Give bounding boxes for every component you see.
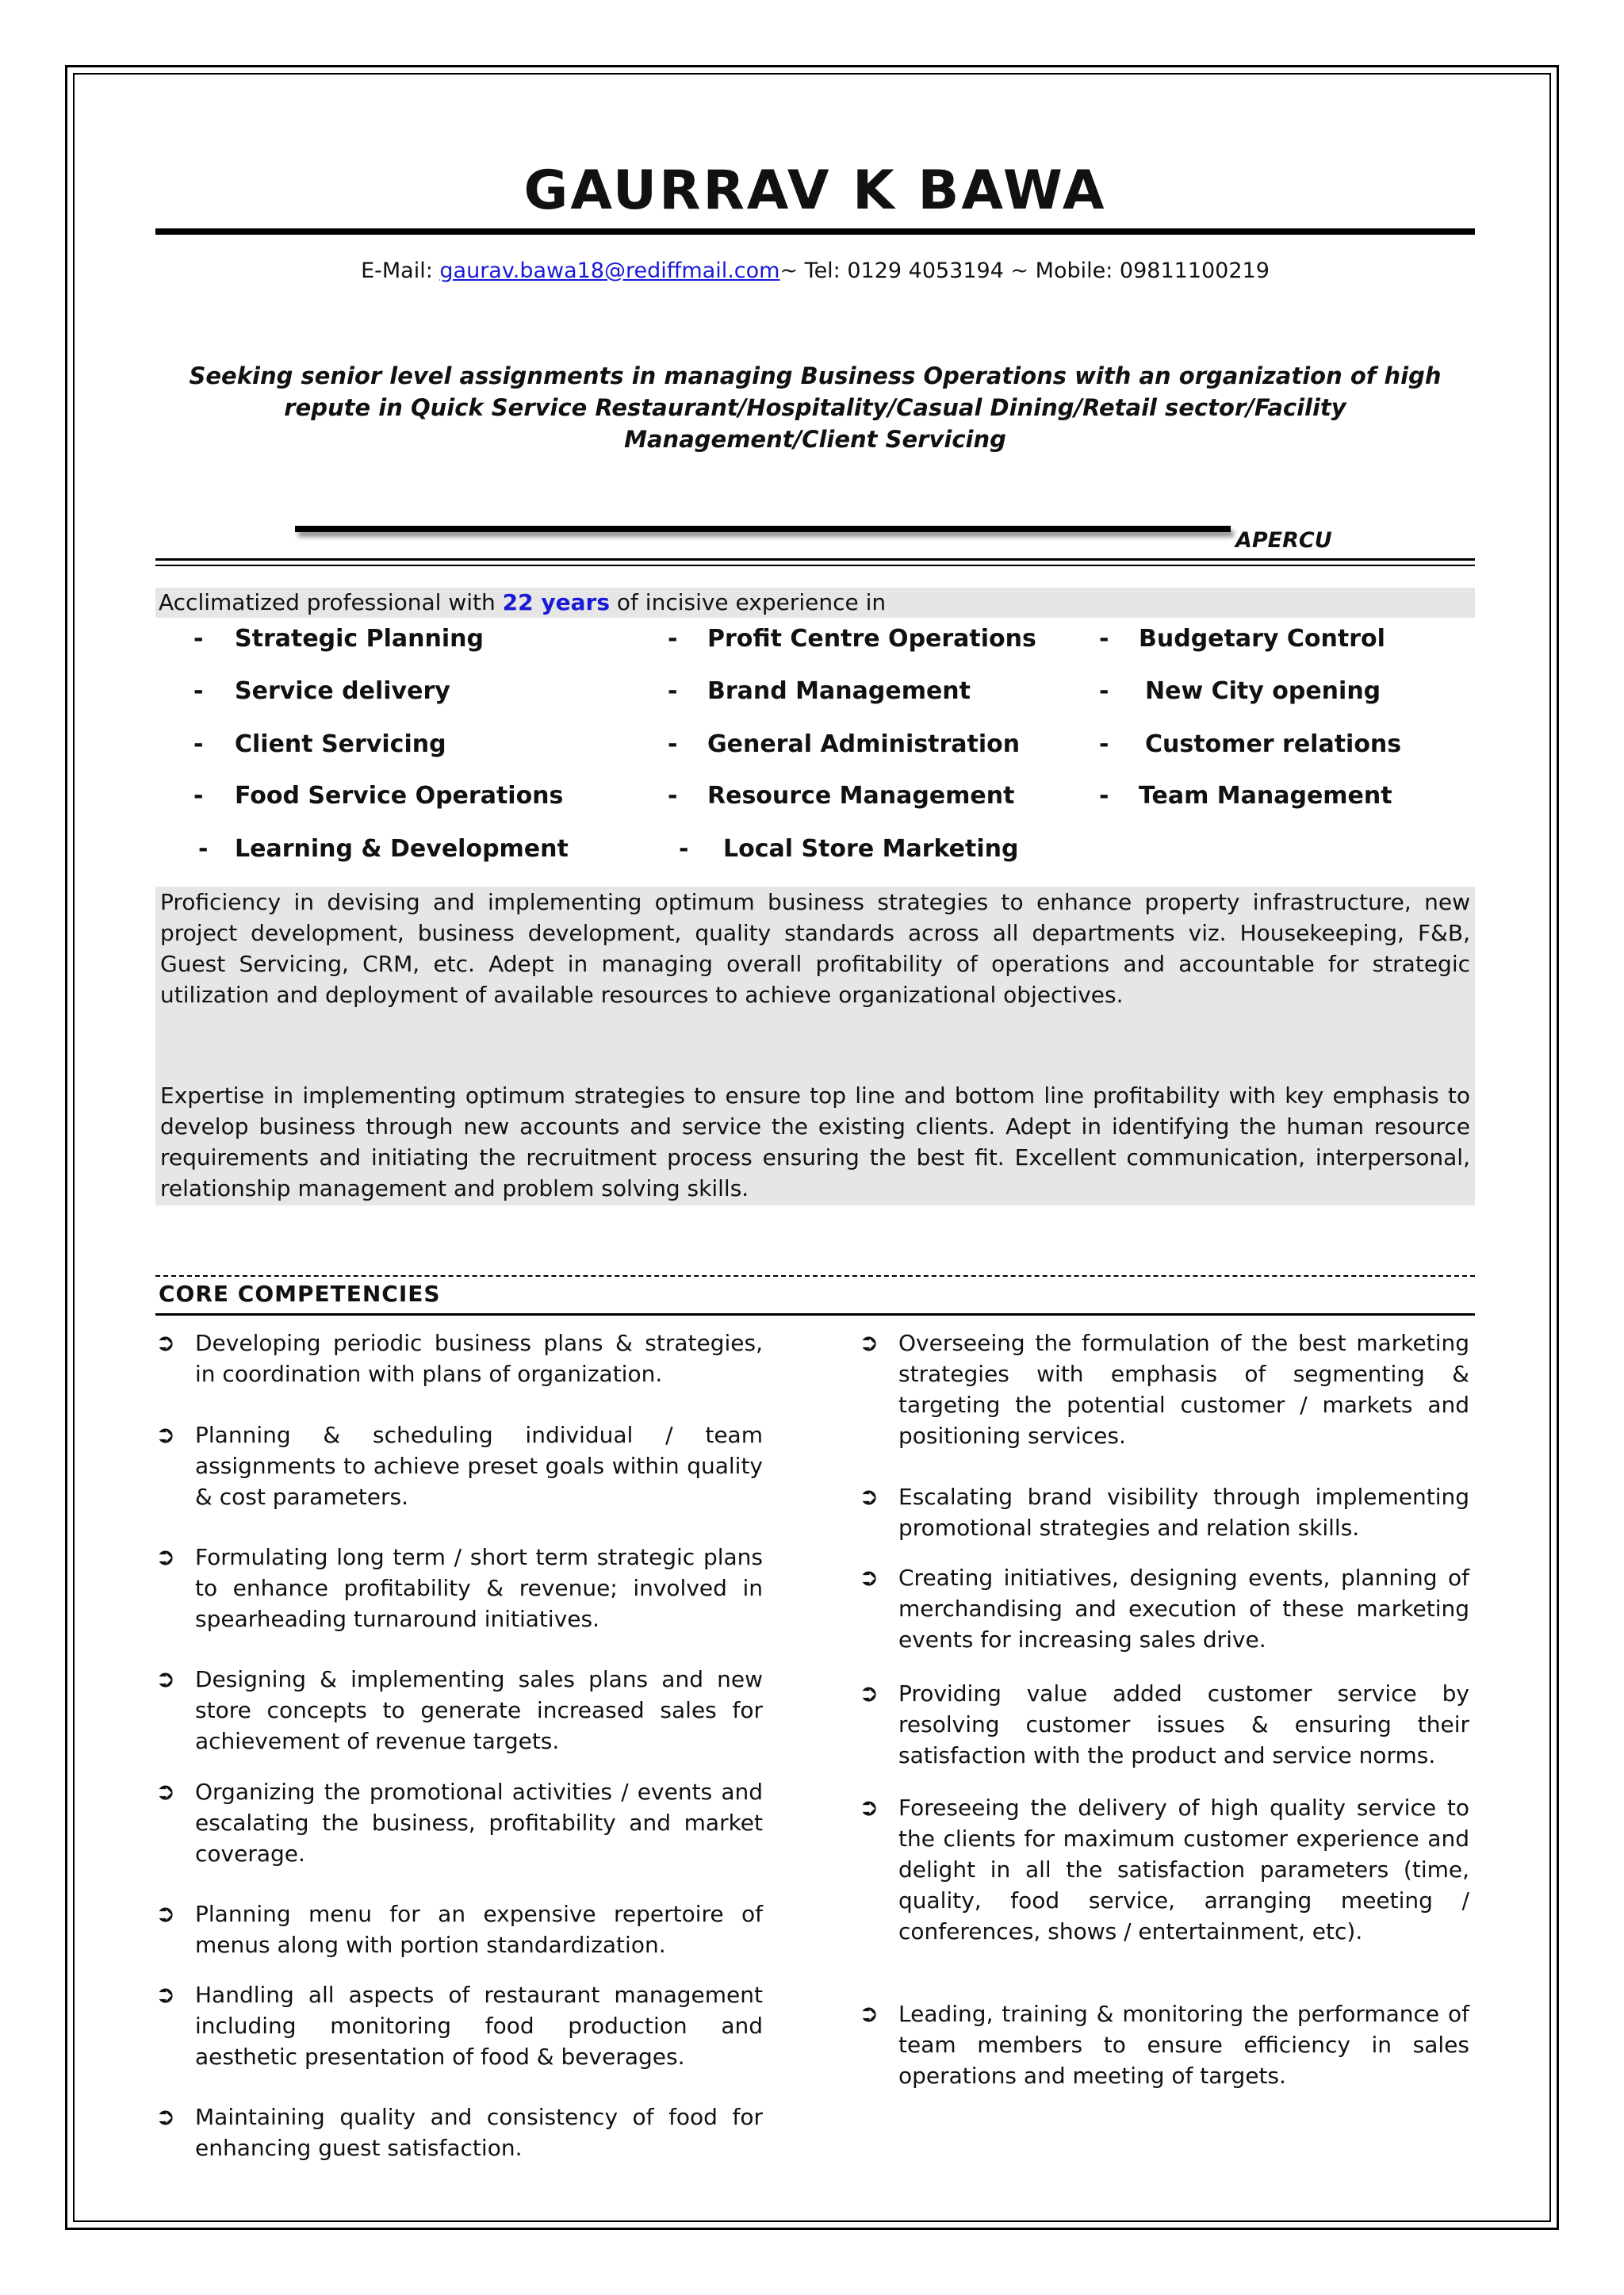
arrow-bullet-icon: ➲ <box>155 1543 176 1571</box>
skill-brand-management: Brand Management <box>707 677 971 705</box>
skill-dash: - <box>1099 677 1109 705</box>
competency-text: Foreseeing the delivery of high quality service to the clients for maximum customer experience and delight in all the satisfaction parameters (time, quality, food service, arranging meeting / conferences, shows / entertainment, etc). <box>898 1795 1469 1944</box>
intro-text-pre: Acclimatized professional with <box>159 589 503 615</box>
competency-text: Organizing the promotional activities / events and escalating the business, profitability and market coverage. <box>195 1779 763 1867</box>
competency-text: Developing periodic business plans & strategies, in coordination with plans of organization. <box>195 1330 763 1387</box>
objective-statement <box>155 360 1475 455</box>
competency-text: Maintaining quality and consistency of food for enhancing guest satisfaction. <box>195 2104 763 2161</box>
arrow-bullet-icon: ➲ <box>859 1329 879 1357</box>
skill-new-city-opening: New City opening <box>1145 677 1381 705</box>
skill-dash: - <box>668 730 678 758</box>
competency-text: Leading, training & monitoring the performance of team members to ensure efficiency in sales operations and meeting of targets. <box>898 2001 1469 2089</box>
arrow-bullet-icon: ➲ <box>859 1680 879 1707</box>
competency-text: Designing & implementing sales plans and new store concepts to generate increased sales for achievement of revenue targets. <box>195 1666 763 1754</box>
skill-dash: - <box>193 782 204 810</box>
arrow-bullet-icon: ➲ <box>859 1483 879 1511</box>
candidate-name: GAURRAV K BAWA <box>523 159 1107 222</box>
core-competencies-heading: CORE COMPETENCIES <box>159 1281 441 1307</box>
years-of-experience: 22 years <box>502 589 610 615</box>
skill-strategic-planning: Strategic Planning <box>235 625 485 653</box>
competency-text: Escalating brand visibility through implementing promotional strategies and relation skills. <box>898 1484 1469 1541</box>
arrow-bullet-icon: ➲ <box>155 2103 176 2131</box>
profile-paragraph-2: Expertise in implementing optimum strategies to ensure top line and bottom line profitability with key emphasis to develop business through new accounts and service the existing clients. Adept in identifying the human resource requirements and initiating the recruitment process ensuring the best fit. Excellent communication, interpersonal, relationship management and problem solving skills. <box>160 1082 1470 1201</box>
skill-customer-relations: Customer relations <box>1145 730 1402 758</box>
skill-dash: - <box>193 730 204 758</box>
profile-summary <box>155 887 1475 1205</box>
competency-text: Overseeing the formulation of the best marketing strategies with emphasis of segmenting & targeting the potential customer / markets and positioning services. <box>898 1330 1469 1449</box>
skill-food-service-operations: Food Service Operations <box>235 782 564 810</box>
arrow-bullet-icon: ➲ <box>155 1778 176 1806</box>
competency-text: Providing value added customer service by resolving customer issues & ensuring their satisfaction with the product and service norms. <box>898 1680 1469 1768</box>
arrow-bullet-icon: ➲ <box>155 1981 176 2009</box>
competency-text: Planning menu for an expensive repertoire of menus along with portion standardization. <box>195 1901 763 1958</box>
phone-numbers: ~ Tel: 0129 4053194 ~ Mobile: 09811100219 <box>779 259 1270 283</box>
arrow-bullet-icon: ➲ <box>859 1794 879 1822</box>
objective-line-3: Management/Client Servicing <box>624 426 1006 453</box>
intro-text-post: of incisive experience in <box>610 589 887 615</box>
section-divider-dashed <box>155 1275 1475 1277</box>
objective-line-2: repute in Quick Service Restaurant/Hospitality/Casual Dining/Retail sector/Facility <box>284 394 1346 421</box>
skill-profit-centre-operations: Profit Centre Operations <box>707 625 1036 653</box>
experience-intro <box>155 588 1475 618</box>
objective-line-1: Seeking senior level assignments in managing Business Operations with an organization of high <box>189 362 1442 389</box>
apercu-rule-top <box>155 558 1475 561</box>
name-underline <box>155 228 1475 235</box>
skill-service-delivery: Service delivery <box>235 677 450 705</box>
skill-dash: - <box>668 677 678 705</box>
arrow-bullet-icon: ➲ <box>155 1329 176 1357</box>
skill-client-servicing: Client Servicing <box>235 730 446 758</box>
competency-text: Planning & scheduling individual / team assignments to achieve preset goals within quality & cost parameters. <box>195 1422 763 1510</box>
skill-general-administration: General Administration <box>707 730 1021 758</box>
competency-text: Handling all aspects of restaurant management including monitoring food production and aesthetic presentation of food & beverages. <box>195 1982 763 2070</box>
skill-resource-management: Resource Management <box>707 782 1015 810</box>
arrow-bullet-icon: ➲ <box>155 1665 176 1693</box>
email-link[interactable]: gaurav.bawa18@rediffmail.com <box>439 259 780 283</box>
core-competencies-rule <box>155 1313 1475 1316</box>
skill-team-management: Team Management <box>1139 782 1392 810</box>
skill-dash: - <box>198 835 209 863</box>
skill-dash: - <box>668 625 678 653</box>
competency-text: Creating initiatives, designing events, planning of merchandising and execution of these marketing events for increasing sales drive. <box>898 1565 1469 1653</box>
competency-text: Formulating long term / short term strategic plans to enhance profitability & revenue; involved in spearheading turnaround initiatives. <box>195 1544 763 1632</box>
apercu-rule-bottom <box>155 565 1475 566</box>
skill-dash: - <box>193 625 204 653</box>
skill-local-store-marketing: Local Store Marketing <box>723 835 1019 863</box>
skill-dash: - <box>1099 625 1109 653</box>
skill-dash: - <box>1099 730 1109 758</box>
skill-dash: - <box>668 782 678 810</box>
skill-dash: - <box>679 835 689 863</box>
skill-dash: - <box>1099 782 1109 810</box>
arrow-bullet-icon: ➲ <box>859 1564 879 1592</box>
arrow-bullet-icon: ➲ <box>155 1421 176 1449</box>
skill-learning-development: Learning & Development <box>235 835 569 863</box>
skill-budgetary-control: Budgetary Control <box>1139 625 1385 653</box>
email-label: E-Mail: <box>361 259 440 283</box>
arrow-bullet-icon: ➲ <box>155 1900 176 1928</box>
profile-paragraph-1: Proficiency in devising and implementing optimum business strategies to enhance property infrastructure, new project development, business development, quality standards across all departments viz. Housekeeping, F&B, Guest Servicing, CRM, etc. Adept in managing overall profitability of operations and accountable for strategic utilization and deployment of available resources to achieve organizational objectives. <box>160 889 1470 1008</box>
apercu-heading-bar <box>295 526 1231 532</box>
apercu-heading: APERCU <box>1235 528 1332 553</box>
skill-dash: - <box>193 677 204 705</box>
contact-line <box>155 255 1475 287</box>
arrow-bullet-icon: ➲ <box>859 2000 879 2028</box>
